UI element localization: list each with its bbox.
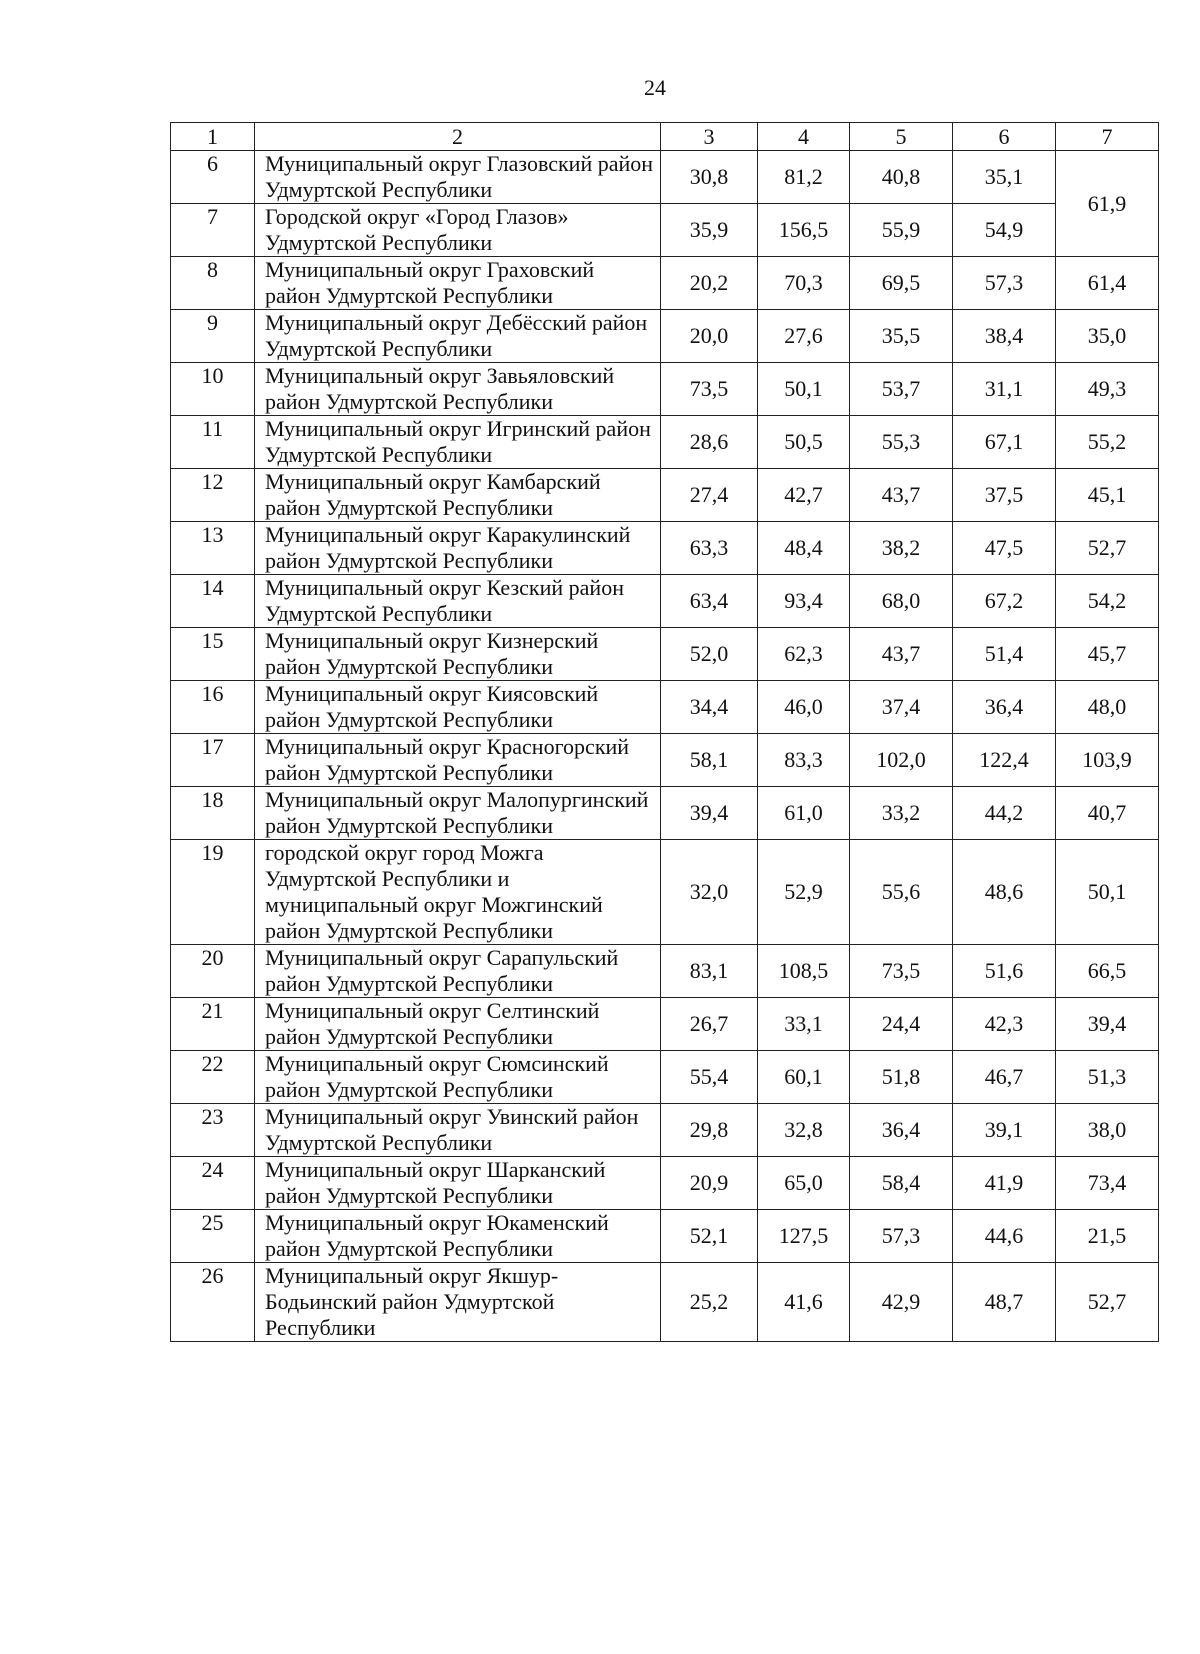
table-row [171,681,1159,734]
value-cell-col4: 127,5 [758,1210,850,1263]
value-cell-col6: 67,2 [953,575,1056,628]
value-cell-col7: 103,9 [1056,734,1159,787]
value-cell-col3: 63,4 [661,575,758,628]
value-cell-col6: 54,9 [953,204,1056,257]
value-cell-col5: 35,5 [850,310,953,363]
value-cell-col5: 38,2 [850,522,953,575]
municipality-name-cell: Муниципальный округ Киясовский район Удмуртской Республики [255,681,661,734]
table-row [171,1051,1159,1104]
table-row [171,1104,1159,1157]
value-cell-col4: 61,0 [758,787,850,840]
row-number-cell: 22 [171,1051,255,1104]
table-row [171,310,1159,363]
row-number-cell: 12 [171,469,255,522]
value-cell-col5: 69,5 [850,257,953,310]
value-cell-col6: 122,4 [953,734,1056,787]
table-row [171,416,1159,469]
value-cell-col6: 37,5 [953,469,1056,522]
municipality-name-cell: Городской округ «Город Глазов» Удмуртской Республики [255,204,661,257]
table-row [171,257,1159,310]
table-row [171,204,1159,257]
table-row [171,522,1159,575]
row-number-cell: 9 [171,310,255,363]
row-number-cell: 14 [171,575,255,628]
value-cell-col4: 50,1 [758,363,850,416]
value-cell-col3: 26,7 [661,998,758,1051]
value-cell-col3: 34,4 [661,681,758,734]
value-cell-col7: 73,4 [1056,1157,1159,1210]
municipality-name-cell: Муниципальный округ Селтинский район Удмуртской Республики [255,998,661,1051]
value-cell-col6: 35,1 [953,151,1056,204]
value-cell-col3: 55,4 [661,1051,758,1104]
header-cell: 5 [850,123,953,151]
value-cell-col7: 49,3 [1056,363,1159,416]
value-cell-col7: 66,5 [1056,945,1159,998]
municipality-name-cell: городской округ город Можга Удмуртской Республики и муниципальный округ Можгинский район Удмуртской Республики [255,840,661,945]
value-cell-col5: 55,9 [850,204,953,257]
value-cell-col4: 65,0 [758,1157,850,1210]
value-cell-col6: 48,6 [953,840,1056,945]
value-cell-col4: 81,2 [758,151,850,204]
value-cell-col3: 30,8 [661,151,758,204]
value-cell-col5: 24,4 [850,998,953,1051]
value-cell-col5: 57,3 [850,1210,953,1263]
row-number-cell: 6 [171,151,255,204]
value-cell-col4: 48,4 [758,522,850,575]
value-cell-col4: 42,7 [758,469,850,522]
value-cell-col3: 32,0 [661,840,758,945]
value-cell-col3: 52,1 [661,1210,758,1263]
municipality-name-cell: Муниципальный округ Каракулинский район Удмуртской Республики [255,522,661,575]
row-number-cell: 23 [171,1104,255,1157]
header-row [171,123,1159,151]
value-cell-col3: 20,2 [661,257,758,310]
row-number-cell: 18 [171,787,255,840]
row-number-cell: 17 [171,734,255,787]
municipality-name-cell: Муниципальный округ Завьяловский район Удмуртской Республики [255,363,661,416]
municipality-name-cell: Муниципальный округ Сюмсинский район Удмуртской Республики [255,1051,661,1104]
value-cell-col4: 83,3 [758,734,850,787]
value-cell-col5: 55,3 [850,416,953,469]
value-cell-col6: 31,1 [953,363,1056,416]
value-cell-col5: 43,7 [850,628,953,681]
value-cell-col5: 37,4 [850,681,953,734]
value-cell-col4: 70,3 [758,257,850,310]
municipality-name-cell: Муниципальный округ Глазовский район Удмуртской Республики [255,151,661,204]
row-number-cell: 15 [171,628,255,681]
value-cell-col3: 73,5 [661,363,758,416]
row-number-cell: 20 [171,945,255,998]
header-cell: 2 [255,123,661,151]
value-cell-col4: 93,4 [758,575,850,628]
value-cell-col4: 108,5 [758,945,850,998]
municipality-name-cell: Муниципальный округ Сарапульский район Удмуртской Республики [255,945,661,998]
table-row [171,1263,1159,1342]
municipality-name-cell: Муниципальный округ Юкаменский район Удмуртской Республики [255,1210,661,1263]
municipality-name-cell: Муниципальный округ Красногорский район Удмуртской Республики [255,734,661,787]
value-cell-col7: 52,7 [1056,1263,1159,1342]
value-cell-col7: 45,7 [1056,628,1159,681]
value-cell-col4: 62,3 [758,628,850,681]
header-cell: 6 [953,123,1056,151]
municipality-name-cell: Муниципальный округ Камбарский район Удмуртской Республики [255,469,661,522]
table-row [171,787,1159,840]
value-cell-col7: 55,2 [1056,416,1159,469]
value-cell-col5: 43,7 [850,469,953,522]
value-cell-col6: 44,2 [953,787,1056,840]
value-cell-col7: 52,7 [1056,522,1159,575]
value-cell-col5: 42,9 [850,1263,953,1342]
value-cell-col3: 29,8 [661,1104,758,1157]
value-cell-col6: 42,3 [953,998,1056,1051]
value-cell-col5: 40,8 [850,151,953,204]
value-cell-col7: 45,1 [1056,469,1159,522]
header-cell: 4 [758,123,850,151]
value-cell-col5: 55,6 [850,840,953,945]
value-cell-col7: 54,2 [1056,575,1159,628]
value-cell-col6: 67,1 [953,416,1056,469]
table-row [171,734,1159,787]
row-number-cell: 13 [171,522,255,575]
value-cell-col6: 48,7 [953,1263,1056,1342]
row-number-cell: 16 [171,681,255,734]
value-cell-col6: 44,6 [953,1210,1056,1263]
value-cell-col5: 68,0 [850,575,953,628]
value-cell-col7: 35,0 [1056,310,1159,363]
row-number-cell: 7 [171,204,255,257]
municipality-name-cell: Муниципальный округ Шарканский район Удмуртской Республики [255,1157,661,1210]
value-cell-col3: 52,0 [661,628,758,681]
value-cell-col3: 58,1 [661,734,758,787]
table-row [171,151,1159,204]
value-cell-col5: 36,4 [850,1104,953,1157]
value-cell-col7: 40,7 [1056,787,1159,840]
value-cell-col4: 156,5 [758,204,850,257]
value-cell-col3: 39,4 [661,787,758,840]
municipality-name-cell: Муниципальный округ Малопургинский район Удмуртской Республики [255,787,661,840]
table-row [171,945,1159,998]
value-cell-col4: 27,6 [758,310,850,363]
value-cell-col7: 39,4 [1056,998,1159,1051]
value-cell-col3: 28,6 [661,416,758,469]
value-cell-col6: 39,1 [953,1104,1056,1157]
value-cell-col7: 51,3 [1056,1051,1159,1104]
municipality-name-cell: Муниципальный округ Граховский район Удмуртской Республики [255,257,661,310]
value-cell-col7: 48,0 [1056,681,1159,734]
row-number-cell: 19 [171,840,255,945]
municipality-name-cell: Муниципальный округ Игринский район Удмуртской Республики [255,416,661,469]
value-cell-col3: 20,9 [661,1157,758,1210]
value-cell-col6: 46,7 [953,1051,1056,1104]
value-cell-col7: 61,9 [1056,151,1159,257]
table-row [171,575,1159,628]
municipality-name-cell: Муниципальный округ Якшур-Бодьинский район Удмуртской Республики [255,1263,661,1342]
value-cell-col6: 36,4 [953,681,1056,734]
value-cell-col5: 73,5 [850,945,953,998]
row-number-cell: 25 [171,1210,255,1263]
municipality-name-cell: Муниципальный округ Дебёсский район Удмуртской Республики [255,310,661,363]
table-row [171,1210,1159,1263]
value-cell-col5: 58,4 [850,1157,953,1210]
row-number-cell: 11 [171,416,255,469]
value-cell-col6: 38,4 [953,310,1056,363]
value-cell-col5: 102,0 [850,734,953,787]
row-number-cell: 24 [171,1157,255,1210]
value-cell-col6: 51,6 [953,945,1056,998]
value-cell-col7: 50,1 [1056,840,1159,945]
value-cell-col4: 32,8 [758,1104,850,1157]
value-cell-col4: 60,1 [758,1051,850,1104]
value-cell-col3: 20,0 [661,310,758,363]
value-cell-col3: 25,2 [661,1263,758,1342]
table-row [171,363,1159,416]
value-cell-col5: 53,7 [850,363,953,416]
value-cell-col7: 38,0 [1056,1104,1159,1157]
table-row [171,628,1159,681]
row-number-cell: 21 [171,998,255,1051]
value-cell-col3: 63,3 [661,522,758,575]
value-cell-col7: 61,4 [1056,257,1159,310]
value-cell-col6: 41,9 [953,1157,1056,1210]
value-cell-col4: 33,1 [758,998,850,1051]
row-number-cell: 8 [171,257,255,310]
value-cell-col3: 83,1 [661,945,758,998]
table-row [171,998,1159,1051]
table-row [171,469,1159,522]
value-cell-col5: 51,8 [850,1051,953,1104]
value-cell-col4: 46,0 [758,681,850,734]
row-number-cell: 26 [171,1263,255,1342]
header-cell: 3 [661,123,758,151]
value-cell-col6: 51,4 [953,628,1056,681]
row-number-cell: 10 [171,363,255,416]
value-cell-col4: 50,5 [758,416,850,469]
value-cell-col3: 27,4 [661,469,758,522]
value-cell-col4: 41,6 [758,1263,850,1342]
header-cell: 7 [1056,123,1159,151]
municipality-name-cell: Муниципальный округ Увинский район Удмуртской Республики [255,1104,661,1157]
data-table [170,122,1159,1342]
value-cell-col7: 21,5 [1056,1210,1159,1263]
table-row [171,840,1159,945]
table-row [171,1157,1159,1210]
header-cell: 1 [171,123,255,151]
value-cell-col3: 35,9 [661,204,758,257]
municipality-name-cell: Муниципальный округ Кизнерский район Удмуртской Республики [255,628,661,681]
municipality-name-cell: Муниципальный округ Кезский район Удмуртской Республики [255,575,661,628]
page-number: 24 [644,75,666,100]
value-cell-col6: 47,5 [953,522,1056,575]
value-cell-col6: 57,3 [953,257,1056,310]
value-cell-col5: 33,2 [850,787,953,840]
value-cell-col4: 52,9 [758,840,850,945]
